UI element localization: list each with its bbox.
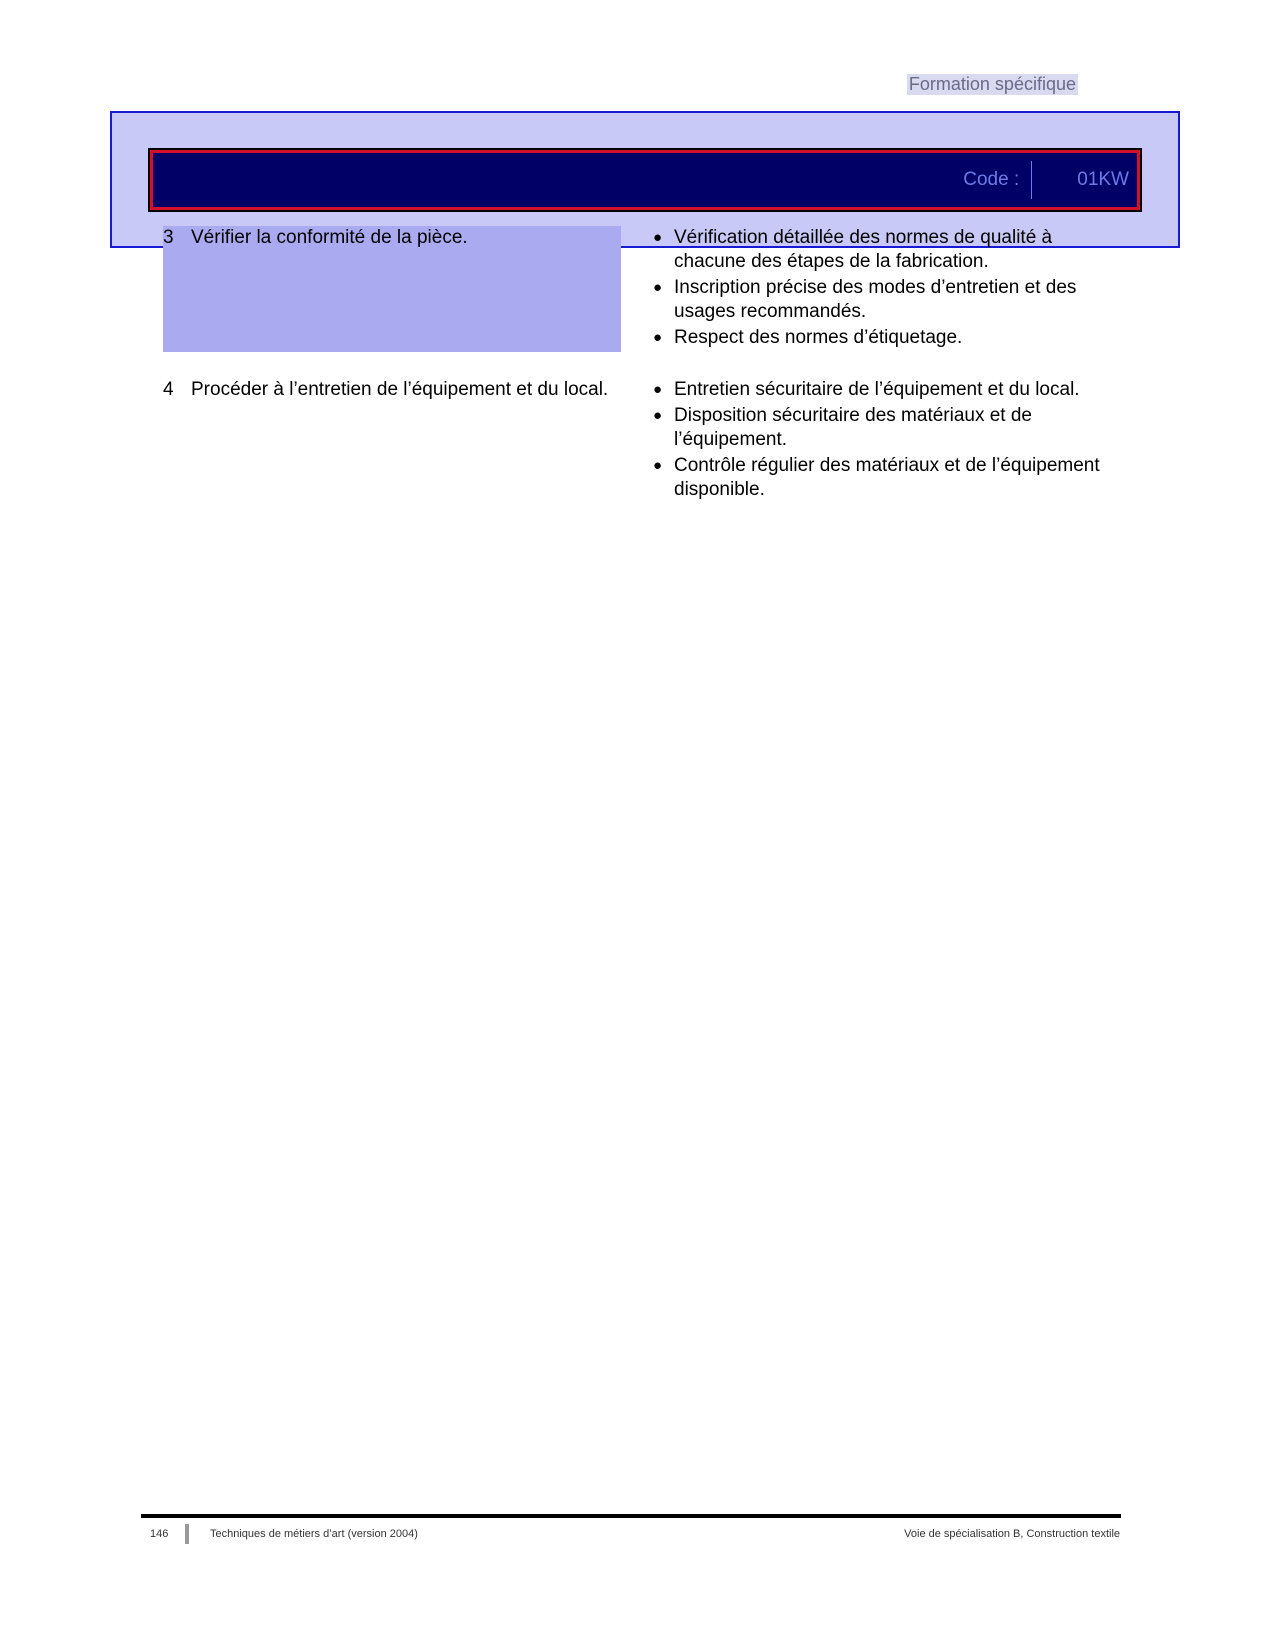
- bullet-icon: ●: [653, 457, 663, 474]
- criterion-item: [653, 378, 1123, 402]
- achievement-table: [163, 226, 1123, 530]
- element-number: 3: [163, 226, 191, 352]
- element-cell: [163, 226, 653, 352]
- criterion-text: Inscription précise des modes d’entretien et des usages recommandés.: [674, 277, 1077, 322]
- criterion-item: [653, 326, 1123, 350]
- element-text: Procéder à l’entretien de l’équipement et du local.: [191, 379, 609, 400]
- bullet-icon: ●: [653, 279, 663, 296]
- footer-right-title: Voie de spécialisation B, Construction textile: [904, 1528, 1120, 1540]
- criterion-text: Entretien sécuritaire de l’équipement et du local.: [674, 379, 1080, 400]
- criterion-text: Disposition sécuritaire des matériaux et de l’équipement.: [674, 405, 1033, 450]
- criteria-cell: [653, 378, 1123, 504]
- element-cell: [163, 378, 653, 504]
- footer-rule: [141, 1514, 1121, 1518]
- criterion-text: Respect des normes d’étiquetage.: [674, 327, 963, 348]
- criteria-cell: [653, 226, 1123, 352]
- bullet-icon: ●: [653, 329, 663, 346]
- table-row: [163, 226, 1123, 352]
- competency-title-bar: [150, 150, 1140, 210]
- footer-separator: [185, 1524, 189, 1544]
- criterion-text: Vérification détaillée des normes de qualité à chacune des étapes de la fabrication.: [674, 227, 1053, 272]
- table-row: [163, 378, 1123, 504]
- element-text: Vérifier la conformité de la pièce.: [191, 226, 621, 352]
- code-cell: [963, 169, 1129, 191]
- bullet-icon: ●: [653, 229, 663, 246]
- bullet-icon: ●: [653, 381, 663, 398]
- criterion-text: Contrôle régulier des matériaux et de l’équipement disponible.: [674, 455, 1100, 500]
- page-number: 146: [150, 1528, 169, 1540]
- running-head: Formation spécifique: [908, 74, 1076, 94]
- code-value: 01KW: [1077, 169, 1129, 190]
- criterion-item: [653, 276, 1123, 324]
- criterion-item: [653, 454, 1123, 502]
- element-number: 4: [163, 379, 174, 400]
- criterion-item: [653, 226, 1123, 274]
- page-footer: [150, 1527, 1120, 1541]
- code-label: Code :: [963, 169, 1020, 190]
- code-divider: [1031, 161, 1032, 199]
- bullet-icon: ●: [653, 407, 663, 424]
- criterion-item: [653, 404, 1123, 452]
- footer-left-title: Techniques de métiers d’art (version 2004): [210, 1528, 418, 1540]
